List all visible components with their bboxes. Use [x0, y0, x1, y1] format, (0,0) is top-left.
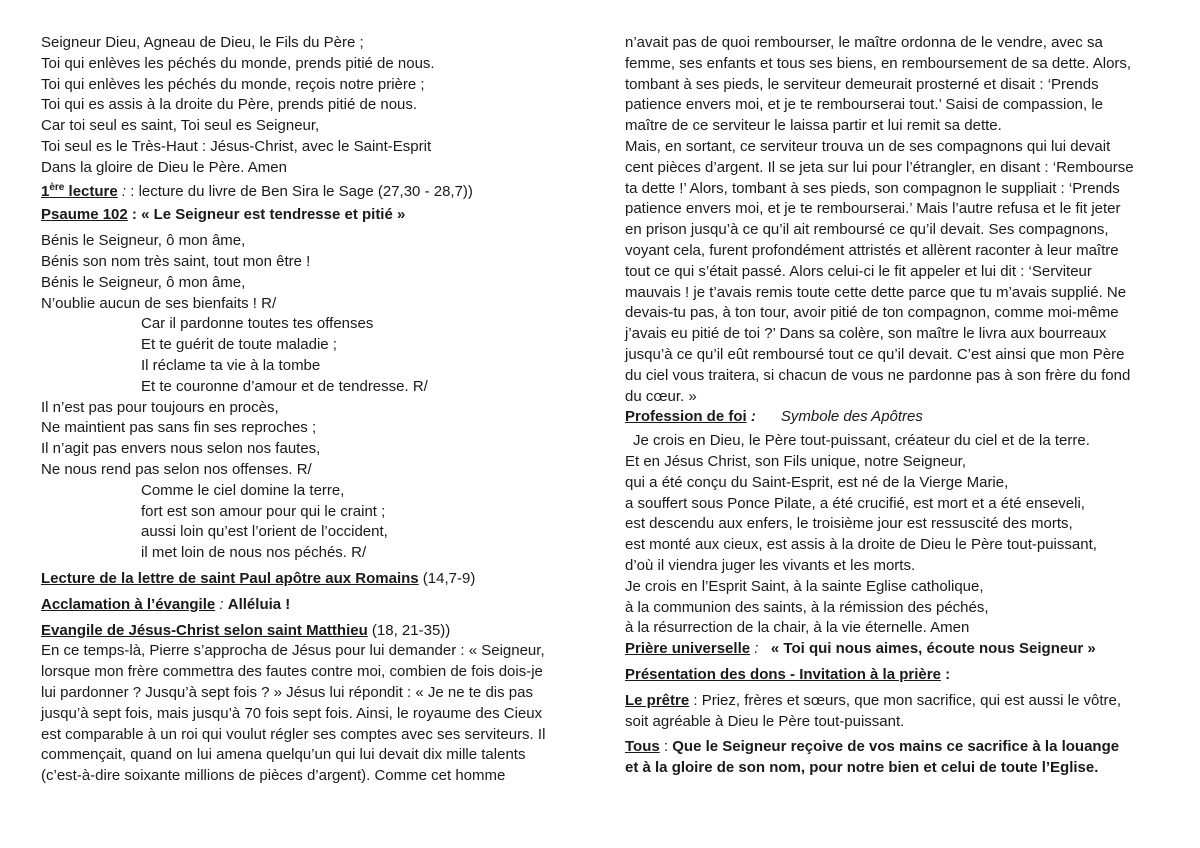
psalm-line: Et te guérit de toute maladie ; [141, 336, 337, 354]
gospel-line: mauvais ! je t’avais remis toute cette dette parce que tu m’avais supplié. Ne [625, 283, 1127, 301]
gospel-label: Evangile de Jésus-Christ selon saint Matthieu [41, 621, 368, 639]
gospel-line: du cœur. » [625, 387, 697, 405]
gospel-line: commençait, quand on lui amena quelqu’un qui lui devait dix mille talents [41, 746, 526, 764]
psalm-line: Ne nous rend pas selon nos offenses. R/ [41, 460, 312, 478]
psalm-stanza [41, 314, 576, 397]
creed-line: qui a été conçu du Saint-Esprit, est né de la Vierge Marie, [625, 473, 1009, 491]
gospel-ref: (18, 21-35)) [367, 621, 451, 639]
all-response-block [625, 737, 1170, 779]
psalm-stanza [41, 231, 576, 314]
second-reading-ref: (14,7-9) [418, 569, 476, 587]
second-reading-heading [41, 569, 576, 590]
psalm-label: Psaume 102 [41, 206, 128, 224]
universal-prayer-heading [625, 639, 1170, 660]
left-column [41, 33, 576, 787]
gospel-line: maître de ce serviteur le laissa partir et lui remit sa dette. [625, 117, 1002, 135]
gospel-line: jusqu’à sept fois, mais jusqu’à 70 fois sept fois. Ainsi, le royaume des Cieux [41, 704, 543, 722]
gospel-line: (c’est-à-dire soixante millions de pièces d’argent). Comme cet homme [41, 767, 506, 785]
psalm-refrain: : « Le Seigneur est tendresse et pitié » [127, 206, 406, 224]
offertory-sep: : [940, 665, 951, 683]
psalm-heading [41, 205, 576, 226]
gospel-line: ta dette !’ Alors, tombant à ses pieds, son compagnon le suppliait : ‘Prends [625, 179, 1120, 197]
gloria-line: Toi seul es le Très-Haut : Jésus-Christ, avec le Saint-Esprit [41, 137, 432, 155]
universal-prayer-sep: : [750, 640, 767, 658]
creed-line: Je crois en l’Esprit Saint, à la sainte Eglise catholique, [625, 577, 984, 595]
creed-heading [625, 407, 1170, 428]
psalm-line: Et te couronne d’amour et de tendresse. R/ [141, 377, 428, 395]
psalm-line: N’oublie aucun de ses bienfaits ! R/ [41, 294, 277, 312]
creed-line: à la communion des saints, à la rémission des péchés, [625, 598, 989, 616]
creed-subtitle: Symbole des Apôtres [755, 408, 923, 426]
creed-line: Et en Jésus Christ, son Fils unique, notre Seigneur, [625, 452, 967, 470]
creed-sep: : [746, 408, 756, 426]
all-text-2: et à la gloire de son nom, pour notre bien et celui de toute l’Eglise. [625, 759, 1099, 777]
psalm-stanza [41, 481, 576, 564]
gospel-line: du ciel vous traitera, si chacun de vous ne pardonne pas à son frère du fond [625, 366, 1131, 384]
creed-line: a souffert sous Ponce Pilate, a été crucifié, est mort et a été enseveli, [625, 494, 1085, 512]
gloria-line: Toi qui enlèves les péchés du monde, reçois notre prière ; [41, 75, 425, 93]
psalm-line: aussi loin qu’est l’orient de l’occident, [141, 523, 388, 541]
gloria-line: Car toi seul es saint, Toi seul es Seigneur, [41, 117, 320, 135]
creed-line: est descendu aux enfers, le troisième jour est ressuscité des morts, [625, 515, 1073, 533]
gloria-line: Toi qui es assis à la droite du Père, prends pitié de nous. [41, 96, 418, 114]
universal-prayer-label: Prière universelle [625, 640, 751, 658]
gospel-line: tombant à ses pieds, le serviteur demeurait prosterné et disait : ‘Prends [625, 75, 1099, 93]
gospel-line: devais-tu pas, à ton tour, avoir pitié de ton compagnon, comme moi-même [625, 304, 1119, 322]
gloria-line: Dans la gloire de Dieu le Père. Amen [41, 158, 287, 176]
gloria-line: Seigneur Dieu, Agneau de Dieu, le Fils du Père ; [41, 34, 364, 51]
gospel-line: lorsque mon frère commettra des fautes contre moi, combien de fois dois-je [41, 663, 543, 681]
psalm-line: Il réclame ta vie à la tombe [141, 356, 321, 374]
gloria-line: Toi qui enlèves les péchés du monde, prends pitié de nous. [41, 54, 435, 72]
creed-line: Je crois en Dieu, le Père tout-puissant, créateur du ciel et de la terre. [633, 432, 1090, 450]
priest-text-2: soit agréable à Dieu le Père tout-puissant. [625, 712, 905, 730]
priest-text: : Priez, frères et sœurs, que mon sacrifice, qui est aussi le vôtre, [689, 691, 1122, 709]
gospel-line: j’avais eu pitié de toi ?’ Dans sa colère, son maître le livra aux bourreaux [625, 325, 1107, 343]
psalm-line: Bénis son nom très saint, tout mon être ! [41, 252, 311, 270]
creed-line: est monté aux cieux, est assis à la droite de Dieu le Père tout-puissant, [625, 536, 1097, 554]
first-reading-sep: : [117, 182, 127, 200]
all-label: Tous [625, 738, 660, 756]
psalm-line: Il n’est pas pour toujours en procès, [41, 398, 279, 416]
gospel-line: lui pardonner ? Jusqu’à sept fois ? » Jésus lui répondit : « Je ne te dis pas [41, 683, 533, 701]
gospel-heading [41, 621, 576, 642]
acclamation-text: Alléluia ! [227, 595, 291, 613]
psalm-line: Bénis le Seigneur, ô mon âme, [41, 273, 246, 291]
gospel-line: tout ce qui s’était passé. Alors celui-ci le fit appeler et lui dit : ‘Serviteur [625, 262, 1092, 280]
psalm-line: Bénis le Seigneur, ô mon âme, [41, 232, 246, 250]
gospel-line: n’avait pas de quoi rembourser, le maître ordonna de le vendre, avec sa [625, 34, 1103, 51]
all-sep: : [659, 738, 673, 756]
all-text: Que le Seigneur reçoive de vos mains ce sacrifice à la louange [672, 738, 1120, 756]
first-reading-text: : lecture du livre de Ben Sira le Sage (27,30 - 28,7)) [126, 182, 473, 200]
psalm-line: Comme le ciel domine la terre, [141, 481, 345, 499]
acclamation-sep: : [215, 595, 228, 613]
gospel-line: jusqu’à ce qu’il eût remboursé tout ce qu’il devait. C’est ainsi que mon Père [625, 345, 1125, 363]
gospel-line: Mais, en sortant, ce serviteur trouva un de ses compagnons qui lui devait [625, 137, 1111, 155]
psalm-line: fort est son amour pour qui le craint ; [141, 502, 386, 520]
psalm-line: Car il pardonne toutes tes offenses [141, 315, 374, 333]
psalm-line: il met loin de nous nos péchés. R/ [141, 544, 367, 562]
acclamation-label: Acclamation à l’évangile [41, 595, 216, 613]
universal-prayer-text: « Toi qui nous aimes, écoute nous Seigneur » [766, 640, 1096, 658]
first-reading-heading [41, 182, 576, 203]
gospel-text [41, 641, 576, 787]
acclamation-heading [41, 595, 576, 616]
offertory-label: Présentation des dons - Invitation à la prière [625, 665, 941, 683]
creed-text [625, 431, 1170, 639]
gospel-continued [625, 33, 1170, 407]
priest-label: Le prêtre [625, 691, 690, 709]
gloria-text [41, 33, 576, 179]
gospel-line: patience envers moi, et je te rembourserai tout.’ Saisi de compassion, le [625, 96, 1104, 114]
gospel-line: cent pièces d’argent. Il se jeta sur lui pour l’étrangler, en disant : ‘Rembourse [625, 158, 1134, 176]
psalm-line: Il n’agit pas envers nous selon nos fautes, [41, 440, 321, 458]
first-reading-label: 1ère lecture [41, 181, 118, 200]
gospel-line: voyant cela, furent profondément attristés et allèrent raconter à leur maître [625, 241, 1119, 259]
gospel-line: en prison jusqu’à ce qu’il ait remboursé ce qu’il devait. Ses compagnons, [625, 221, 1109, 239]
gospel-line: femme, ses enfants et tous ses biens, en remboursement de sa dette. Alors, [625, 54, 1132, 72]
priest-block [625, 691, 1170, 733]
creed-line: à la résurrection de la chair, à la vie éternelle. Amen [625, 619, 970, 637]
second-reading-label: Lecture de la lettre de saint Paul apôtre aux Romains [41, 569, 419, 587]
gospel-line: En ce temps-là, Pierre s’approcha de Jésus pour lui demander : « Seigneur, [41, 642, 545, 660]
right-column [625, 33, 1170, 779]
psalm-stanza [41, 398, 576, 481]
gospel-line: patience envers moi, et je te rembourserai.’ Mais l’autre refusa et le fit jeter [625, 200, 1121, 218]
creed-line: d’où il viendra juger les vivants et les morts. [625, 556, 916, 574]
creed-label: Profession de foi [625, 408, 747, 426]
psalm-line: Ne maintient pas sans fin ses reproches ; [41, 419, 317, 437]
gospel-line: est comparable à un roi qui voulut régler ses comptes avec ses serviteurs. Il [41, 725, 546, 743]
offertory-heading [625, 665, 1170, 686]
